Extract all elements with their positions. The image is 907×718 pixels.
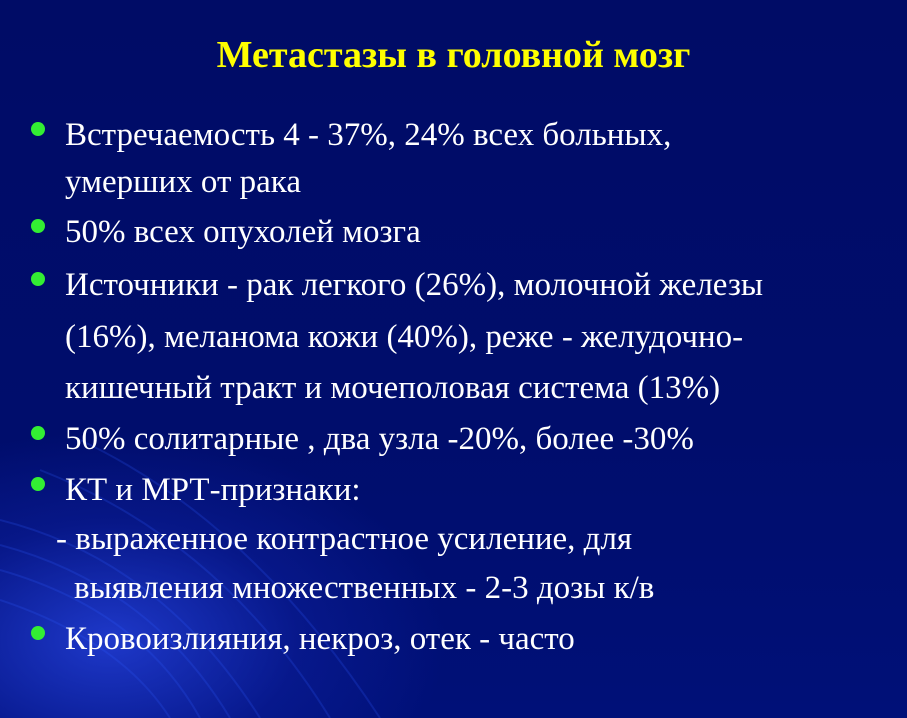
bullet-dot-3 xyxy=(31,272,45,286)
bullet-dot-1 xyxy=(31,122,45,136)
text-line-6: кишечный тракт и мочеполовая система (13%) xyxy=(65,370,721,406)
text-line-11: Кровоизлияния, некроз, отек - часто xyxy=(65,621,575,657)
bullet-dot-6 xyxy=(31,626,45,640)
bullet-dot-5 xyxy=(31,477,45,491)
text-line-10: выявления множественных - 2-3 дозы к/в xyxy=(74,570,655,606)
text-line-7: 50% солитарные , два узла -20%, более -30% xyxy=(65,421,694,457)
text-line-2: умерших от рака xyxy=(65,164,301,200)
text-line-4: Источники - рак легкого (26%), молочной железы xyxy=(65,267,764,303)
text-line-9: - выраженное контрастное усиление, для xyxy=(56,521,633,557)
text-line-1: Встречаемость 4 - 37%, 24% всех больных, xyxy=(65,117,672,153)
bullet-dot-2 xyxy=(31,219,45,233)
bullet-dot-4 xyxy=(31,426,45,440)
text-line-5: (16%), меланома кожи (40%), реже - желудочно- xyxy=(65,319,744,355)
slide-title: Метастазы в головной мозг xyxy=(216,34,691,76)
text-line-3: 50% всех опухолей мозга xyxy=(65,214,421,250)
text-line-8: КТ и МРТ-признаки: xyxy=(65,472,361,508)
